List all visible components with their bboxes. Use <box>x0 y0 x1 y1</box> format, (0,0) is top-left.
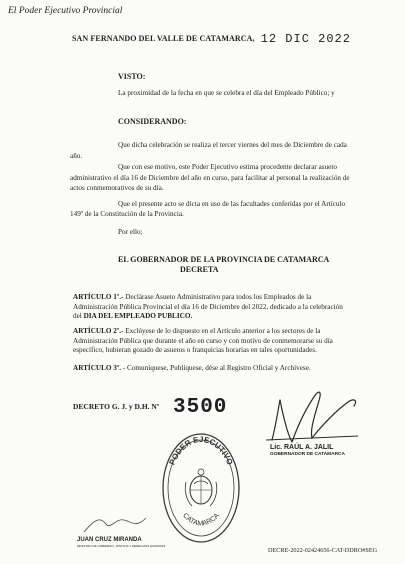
article-1-line2: Administración Pública Provincial el día 16 de Diciembre del 2022, dedicado a la celebración <box>73 302 343 311</box>
decree-heading-decreta: DECRETA <box>180 265 219 274</box>
visto-text: La proximidad de la fecha en que se celebra el día del Empleado Público; y <box>118 89 335 97</box>
article-2 <box>73 327 375 356</box>
considerando-p1-line2: año. <box>70 152 83 160</box>
institution-header: El Poder Ejecutivo Provincial <box>8 6 123 16</box>
decreto-label: DECRETO G. J. y D.H. Nº <box>73 402 160 411</box>
place-and-date <box>72 32 351 46</box>
seal-top-text: PODER EJECUTIVO <box>167 434 235 467</box>
visto-title: VISTO: <box>118 72 146 81</box>
article-2-label: ARTÍCULO 2º.- <box>73 327 124 335</box>
date-stamp: 12 DIC 2022 <box>260 32 351 46</box>
seal-bottom-text: CATAMARCA <box>181 512 221 528</box>
governor-role: GOBERNADOR DE CATAMARCA <box>270 452 345 457</box>
article-1-line1: ARTÍCULO 1º.- Declárase Asueto Administrativo para todos los Empleados de la <box>73 293 312 301</box>
decree-heading-governor: EL GOBERNADOR DE LA PROVINCIA DE CATAMARCA <box>118 255 330 264</box>
minister-name: JUAN CRUZ MIRANDA <box>77 537 142 543</box>
considerando-p1-line1: Que dicha celebración se realiza el tercer viernes del mes de Diciembre de cada <box>118 141 347 149</box>
governor-name: Lic. RAÚL A. JALIL <box>270 444 334 451</box>
article-2-line3: específico, hubieran gozado de asuetos o franquicias horarias en tales oportunidades. <box>73 346 317 355</box>
considerando-p2-line3: actos conmemorativos de su día. <box>70 184 164 192</box>
considerando-p4: Por ello; <box>118 228 143 236</box>
decreto-number: 3500 <box>173 396 228 419</box>
official-seal <box>160 430 242 546</box>
article-3-label: ARTÍCULO 3º. <box>73 364 122 372</box>
considerando-title: CONSIDERANDO: <box>118 117 187 126</box>
considerando-p3-line1: Que el presente acto se dicta en uso de las facultades conferidas por el Artículo <box>118 200 346 208</box>
document-reference: DECRE-2022-02424656-CAT-DDRO#SEG <box>268 547 378 554</box>
considerando-p2-line2: administrativo el día 16 de Diciembre del año en curso, para facilitar al personal la realización de <box>70 174 350 182</box>
article-2-line1: ARTÍCULO 2º.- Exclúyese de lo dispuesto en el Artículo anterior a los sectores de la <box>73 327 321 335</box>
article-1-label: ARTÍCULO 1º.- <box>73 293 124 301</box>
considerando-p3-line2: 149º de la Constitución de la Provincia. <box>70 210 184 218</box>
minister-role: MINISTRO DE GOBIERNO, JUSTICIA Y DERECHOS HUMANOS <box>77 544 166 548</box>
place-text: SAN FERNANDO DEL VALLE DE CATAMARCA, <box>72 34 255 43</box>
article-2-line2: Administración Pública que durante el año en curso y con motivo de conmemorarse su día <box>73 336 333 345</box>
minister-signature-scribble <box>80 510 150 538</box>
considerando-p2-line1: Que con ese motivo, este Poder Ejecutivo estima procedente declarar asueto <box>118 163 337 171</box>
article-1 <box>73 293 375 322</box>
coat-of-arms-icon <box>185 469 217 506</box>
governor-signature-scribble <box>258 380 368 446</box>
article-3 <box>73 364 375 374</box>
article-1-line3: del DIA DEL EMPLEADO PUBLICO. <box>73 312 193 321</box>
article-3-line1: ARTÍCULO 3º. - Comuníquese, Publíquese, dése al Registro Oficial y Archívese. <box>73 364 311 372</box>
